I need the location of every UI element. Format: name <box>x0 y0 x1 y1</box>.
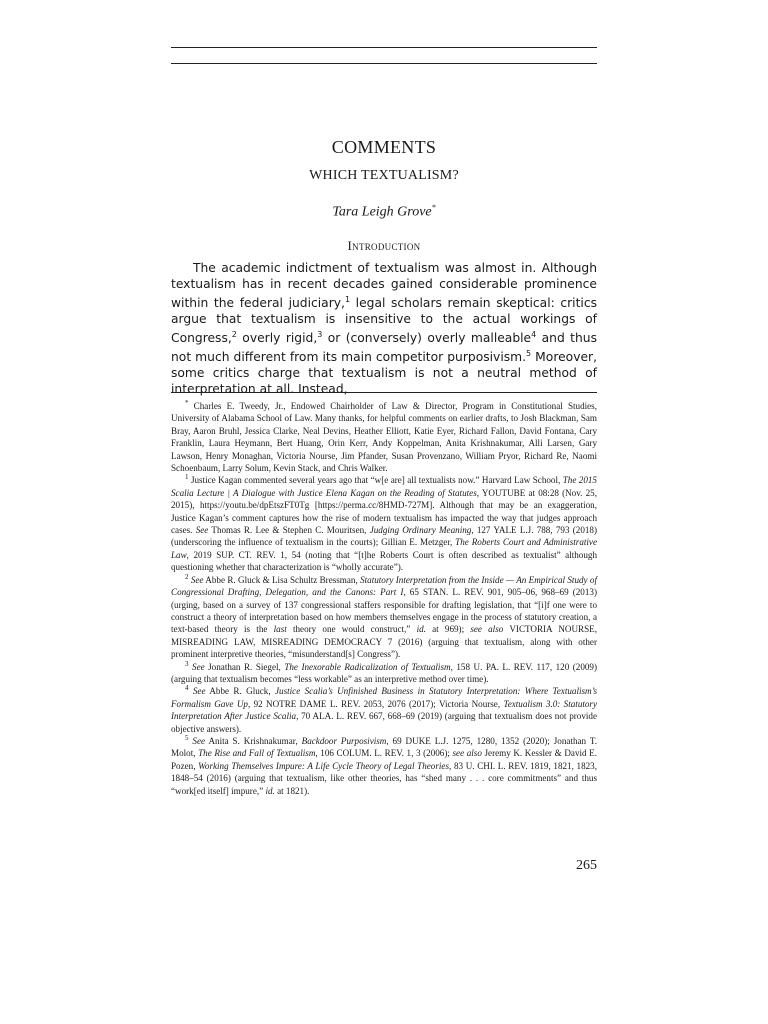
footnote-text: theory one would construct,” <box>286 624 417 635</box>
citation-title: Justice Scalia’s Unfinished Business in Statutory Interpretation: Where Textualism’s Formalism Gave Up <box>171 686 598 709</box>
footnote-text: , 158 U. PA. L. REV. 117, 120 (2009) (arguing that textualism becomes “less workable” as an interpretive method over time). <box>171 661 597 684</box>
footnote-ref[interactable]: 2 <box>231 330 237 340</box>
author-footnote-mark[interactable]: * <box>431 203 436 212</box>
footnote-ref[interactable]: 4 <box>531 330 537 340</box>
footnote-1 <box>171 474 597 573</box>
footnote-text: , YOUTUBE at 08:28 (Nov. 25, 2015), https://youtu.be/dpEtszFT0Tg [https://perma.cc/8HMD-727M]. Although that may be an exaggeration, Justice Kagan’s comment captures how the rise of modern textualism has impacted the way that judges approach cases. <box>171 487 597 536</box>
body-paragraph <box>171 260 597 397</box>
footnote-3 <box>171 661 597 686</box>
footnote-text: , 106 COLUM. L. REV. 1, 3 (2006); <box>315 748 453 759</box>
citation-title: The Inexorable Radicalization of Textualism <box>284 661 451 672</box>
article-title: WHICH TEXTUALISM? <box>309 168 459 183</box>
citation-title: Judging Ordinary Meaning <box>369 525 472 536</box>
signal: See <box>192 735 206 746</box>
footnote-text: , 83 U. CHI. L. REV. 1819, 1821, 1823, 1848–54 (2016) (arguing that textualism, like other theories, has “shed many . . . core commitments” and thus “work[ed itself] impure,” <box>171 760 597 796</box>
footnote-number: 4 <box>185 684 189 693</box>
footnote-text: Charles E. Tweedy, Jr., Endowed Chairholder of Law & Director, Program in Constitutional Studies, University of Alabama School of Law. Many thanks, for helpful comments on earlier drafts, to Josh Blackman, Sam Bray, Aaron Bruhl, Jessica Clarke, Neal Devins, Heather Elliott, Katie Eyer, Richard Fallon, David Fontana, Cary Franklin, Laura Heymann, Bert Huang, Orin Kerr, Andy Koppelman, Anita Krishnakumar, Alli Larsen, Gary Lawson, Henry Monaghan, Victoria Nourse, Jim Pfander, Susan Provenzano, William Pryor, Richard Re, Naomi Schoenbaum, Larry Solum, Kevin Stack, and Chris Walker. <box>171 401 597 474</box>
signal: See <box>192 686 206 697</box>
citation-title: Textualism 3.0: Statutory Interpretation After Justice Scalia <box>171 698 598 722</box>
body-text: overly rigid, <box>236 331 318 346</box>
footnote-text: , 70 ALA. L. REV. 667, 668–69 (2019) (arguing that textualism does not provide objective answers). <box>171 711 597 734</box>
footnote-5 <box>171 735 597 797</box>
footnote-text: VICTORIA NOURSE, MISREADING LAW, MISREADING DEMOCRACY 7 (2016) (arguing that textualism, along with other prominent interpretive theories, “misunderstand[s] Congress”). <box>171 624 597 660</box>
signal: See <box>190 574 204 585</box>
footnote-text: Jonathan R. Siegel, <box>204 661 285 672</box>
footnote-ref[interactable]: 5 <box>526 349 532 359</box>
body-text: or (conversely) overly malleable <box>322 331 532 346</box>
section-heading: COMMENTS <box>331 137 437 157</box>
body-text: and thus not much different from its main competitor purposivism. <box>171 331 597 365</box>
signal: id. <box>416 624 426 635</box>
footnote-mark: * <box>185 398 189 407</box>
signal: see also <box>470 624 504 635</box>
introduction-heading: Introduction <box>347 238 421 253</box>
author-name <box>171 203 597 221</box>
emphasis: last <box>273 624 287 635</box>
footnote-text: , 127 YALE L.J. 788, 793 (2018) (underscoring the influence of textualism in the courts); Gillian E. Metzger, <box>171 525 597 548</box>
footnotes <box>171 400 597 797</box>
page-number: 265 <box>576 858 597 873</box>
footnote-2 <box>171 574 597 661</box>
footnote-text: Jeremy K. Kessler & David E. Pozen, <box>171 748 598 771</box>
top-rule <box>171 47 597 48</box>
footnote-text: , 69 DUKE L.J. 1275, 1280, 1352 (2020); Jonathan T. Molot, <box>171 735 597 759</box>
footnote-text: Abbe R. Gluck, <box>205 686 275 697</box>
footnote-text: Anita S. Krishnakumar, <box>205 735 302 746</box>
footnote-ref[interactable]: 1 <box>344 295 351 304</box>
footnote-text: , 2019 SUP. CT. REV. 1, 54 (noting that “[t]he Roberts Court is often described as textualist” although questioning whether that characterization is “wholly accurate”). <box>171 549 597 573</box>
citation-title: Backdoor Purposivism <box>301 735 387 746</box>
footnote-4 <box>171 685 597 735</box>
signal: See <box>192 661 205 672</box>
footnote-number: 3 <box>185 659 189 668</box>
footnote-text: at 1821). <box>274 785 310 796</box>
body-text: Moreover, some critics charge that textualism is not a neutral method of interpretation at all. Instead, <box>171 350 597 397</box>
footnote-text: , 92 NOTRE DAME L. REV. 2053, 2076 (2017); Victoria Nourse, <box>247 698 504 709</box>
citation-title: Statutory Interpretation from the Inside — An Empirical Study of Congressional Drafting, Delegation, and the Canons: Part I <box>171 574 597 598</box>
signal: see also <box>452 748 482 759</box>
footnote-text: Thomas R. Lee & Stephen C. Mouritsen, <box>208 525 370 536</box>
footnote-author <box>171 400 597 474</box>
footnote-divider <box>171 392 597 393</box>
footnote-text: Justice Kagan commented several years ago that “w[e are] all textualists now.” Harvard Law School, <box>190 475 563 486</box>
citation-title: The Rise and Fall of Textualism <box>198 748 316 759</box>
footnote-ref[interactable]: 3 <box>317 330 323 340</box>
footnote-text: , 65 STAN. L. REV. 901, 905–06, 968–69 (2013) (urging, based on a survey of 137 congressional staffers responsible for drafting legislation, that “[i]f one were to construct a theory of interpretation based on how members themselves engage in the process of statutory creation, a text-based theory is the <box>171 587 597 635</box>
citation-title: The Roberts Court and Administrative Law <box>171 537 597 560</box>
footnote-text: Abbe R. Gluck & Lisa Schultz Bressman, <box>203 574 361 585</box>
second-rule <box>171 63 597 64</box>
body-text: legal scholars remain skeptical: critics argue that textualism is insensitive to the actual workings of Congress, <box>171 296 597 346</box>
citation-title: The 2015 Scalia Lecture | A Dialogue with Justice Elena Kagan on the Reading of Statutes <box>171 475 597 498</box>
citation-title: Working Themselves Impure: A Life Cycle Theory of Legal Theories <box>198 760 449 771</box>
footnote-number: 1 <box>185 473 189 482</box>
footnote-number: 2 <box>185 572 189 581</box>
signal: See <box>195 525 209 536</box>
body-text: The academic indictment of textualism was almost in. Although textualism has in recent decades gained considerable prominence within the federal judiciary, <box>171 261 597 311</box>
footnote-text: at 969); <box>425 624 471 635</box>
author-text: Tara Leigh Grove <box>332 204 432 220</box>
footnote-number: 5 <box>185 733 189 742</box>
signal: id. <box>265 785 275 796</box>
